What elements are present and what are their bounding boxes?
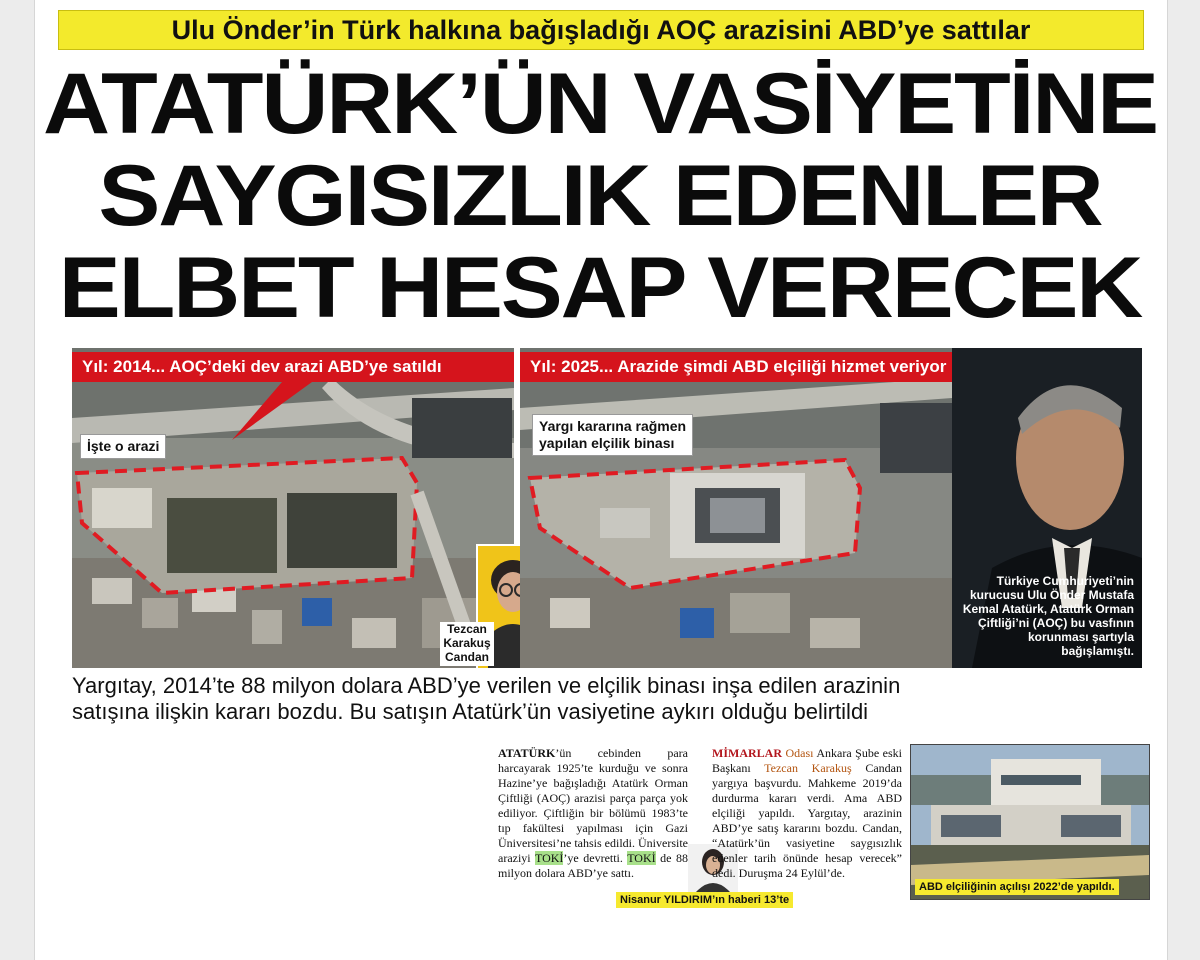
inset-caption-line-3: Candan (444, 650, 489, 664)
banner-2014: Yıl: 2014... AOÇ’deki dev arazi ABD’ye satıldı (72, 352, 514, 382)
col1-text-a: ’ün cebinden para harcayarak 1925’te kurduğu ve sonra Hazine’ye bağışladığı Atatürk Orman Çiftliği (AOÇ) arazisi parça parça yok ediliyor. Çiftliğin bir bölümü 1983’te tıp fakültesi yapılması için Gazi Üniversitesi’ne tahsis edildi. Üniversite araziyi (498, 746, 688, 865)
ataturk-portrait (952, 348, 1142, 668)
banner-2025: Yıl: 2025... Arazide şimdi ABD elçiliği hizmet veriyor (520, 352, 952, 382)
col1-text-b: ’ye devretti. (563, 851, 628, 865)
aerial-map-2025 (520, 348, 952, 668)
col1-lead: ATATÜRK (498, 746, 556, 760)
embassy-photo (910, 744, 1150, 900)
col2-lead: MİMARLAR (712, 746, 782, 760)
article-column-2 (712, 746, 902, 881)
col1-toki-1: TOKİ (534, 851, 564, 865)
label-embassy-line-1: Yargı kararına rağmen (539, 418, 687, 434)
inset-caption (440, 622, 494, 666)
label-the-land: İşte o arazi (80, 434, 166, 459)
summary-line-1: Yargıtay, 2014’te 88 milyon dolara ABD’ye verilen ve elçilik binası inşa edilen arazinin (72, 673, 901, 698)
label-embassy-line-2: yapılan elçilik binası (539, 435, 675, 451)
headline-line-3: ELBET HESAP VERECEK (58, 240, 1142, 336)
col1-text-c: de 88 milyon dolara ABD’ye sattı. (498, 851, 688, 880)
headline (43, 56, 1157, 336)
col2-name: Tezcan Karakuş (764, 761, 852, 775)
embassy-building-photo (911, 745, 1149, 899)
inset-caption-line-1: Tezcan (447, 622, 487, 636)
col1-toki-2: TOKİ (627, 851, 656, 865)
aerial-photo-2025 (520, 348, 952, 668)
label-embassy-building (532, 414, 693, 456)
col2-lead-2: Odası (782, 746, 814, 760)
ataturk-caption: Türkiye Cumhuriyeti’nin kurucusu Ulu Önder Mustafa Kemal Atatürk, Atatürk Orman Çiftliği’ni (AOÇ) bu vasfının korunması şartıyla bağışlamıştı. (962, 574, 1134, 658)
newspaper-clipping (43, 6, 1157, 906)
inset-caption-line-2: Karakuş (443, 636, 491, 650)
embassy-caption: ABD elçiliğinin açılışı 2022’de yapıldı. (915, 879, 1119, 895)
summary-deck (72, 673, 1142, 725)
aerial-photo-2014 (72, 348, 514, 668)
photo-strip (72, 348, 1142, 668)
col2-text-a: Ankara Şube eski Başkanı (712, 746, 902, 775)
headline-line-1: ATATÜRK’ÜN VASİYETİNE (43, 56, 1157, 152)
pointer-left (72, 348, 514, 668)
kicker-banner: Ulu Önder’in Türk halkına bağışladığı AOÇ arazisini ABD’ye sattılar (58, 10, 1144, 50)
headline-line-2: SAYGISIZLIK EDENLER (98, 148, 1102, 244)
summary-line-2: satışına ilişkin kararı bozdu. Bu satışın Atatürk’ün vasiyetine aykırı olduğu belirtildi (72, 699, 869, 724)
article-column-1 (498, 746, 688, 881)
col2-text-b: Candan yargıya başvurdu. Mahkeme 2019’da durdurma kararı verdi. Ama ABD elçiliği yapıldı. Yargıtay, arazinin ABD’ye satış kararını bozdu. Candan, “Atatürk’ün vasiyetine saygısızlık edenler tarih önünde hesap verecek” dedi. Duruşma 24 Eylül’de. (712, 761, 902, 880)
byline: Nisanur YILDIRIM’ın haberi 13’te (616, 892, 793, 908)
